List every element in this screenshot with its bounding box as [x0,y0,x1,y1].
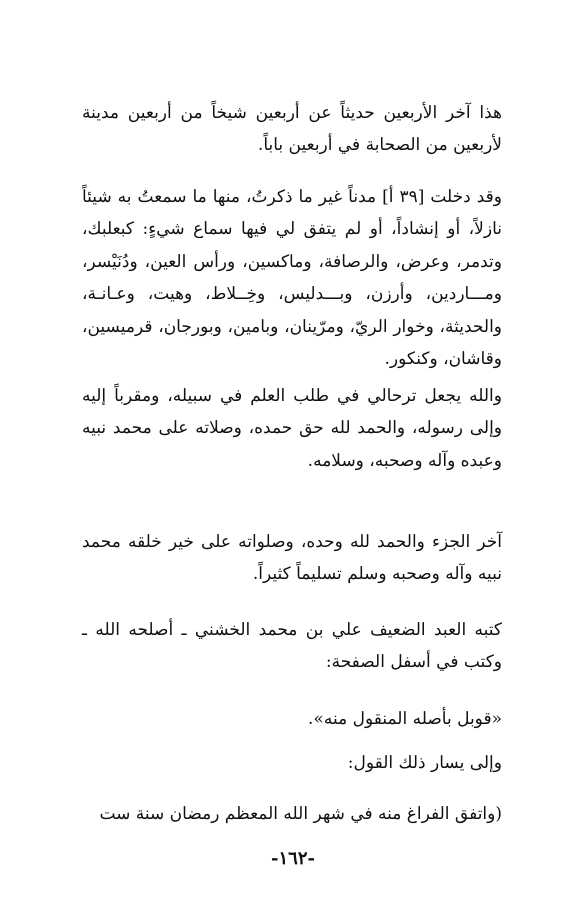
paragraph-end-of-part: آخر الجزء والحمد لله وحده، وصلواته على خير خلقه محمد نبيه وآله وصحبه وسلم تسليماً كثيراً. [82,532,502,585]
paragraph-cities-entered: وقد دخلت [٣٩ أ] مدناً غير ما ذكرتُ، منها ما سمعتُ به شيئاً نازلاً، أو إنشاداً، أو لم يتفق لي فيها سماع شيءٍ: كبعلبك، وتدمر، وعرض، والرصافة، وماكسين، ورأس العين، ودُنَيْسر، ومـــاردين، وأرزن، وبـــدليس، وخِــلاط، وهيت، وعـانـة، والحديثة، وخوار الريّ، ومرّينان، وبامين، وبورجان، قرميسين، وقاشان، وكنكور. [82,187,502,370]
paragraph-left-note-intro: وإلى يسار ذلك القول: [347,753,502,773]
paragraph-forty-hadith: هذا آخر الأربعين حديثاً عن أربعين شيخاً من أربعين مدينة لأربعين من الصحابة في أربعين باباً. [82,103,502,156]
paragraph-completion-date: (واتفق الفراغ منه في شهر الله المعظم رمضان سنة ست [99,804,502,824]
quote-collated: «قوبل بأصله المنقول منه». [308,709,502,729]
page-number: -١٦٢- [271,848,315,869]
paragraph-scribe-note: كتبه العبد الضعيف علي بن محمد الخشني ـ أصلحه الله ـ وكتب في أسفل الصفحة: [82,620,502,673]
paragraph-prayer: والله يجعل ترحالي في طلب العلم في سبيله، ومقرباً إليه وإلى رسوله، والحمد لله حق حمده، وصلاته على محمد نبيه وعبده وآله وصحبه، وسلامه. [82,386,502,471]
